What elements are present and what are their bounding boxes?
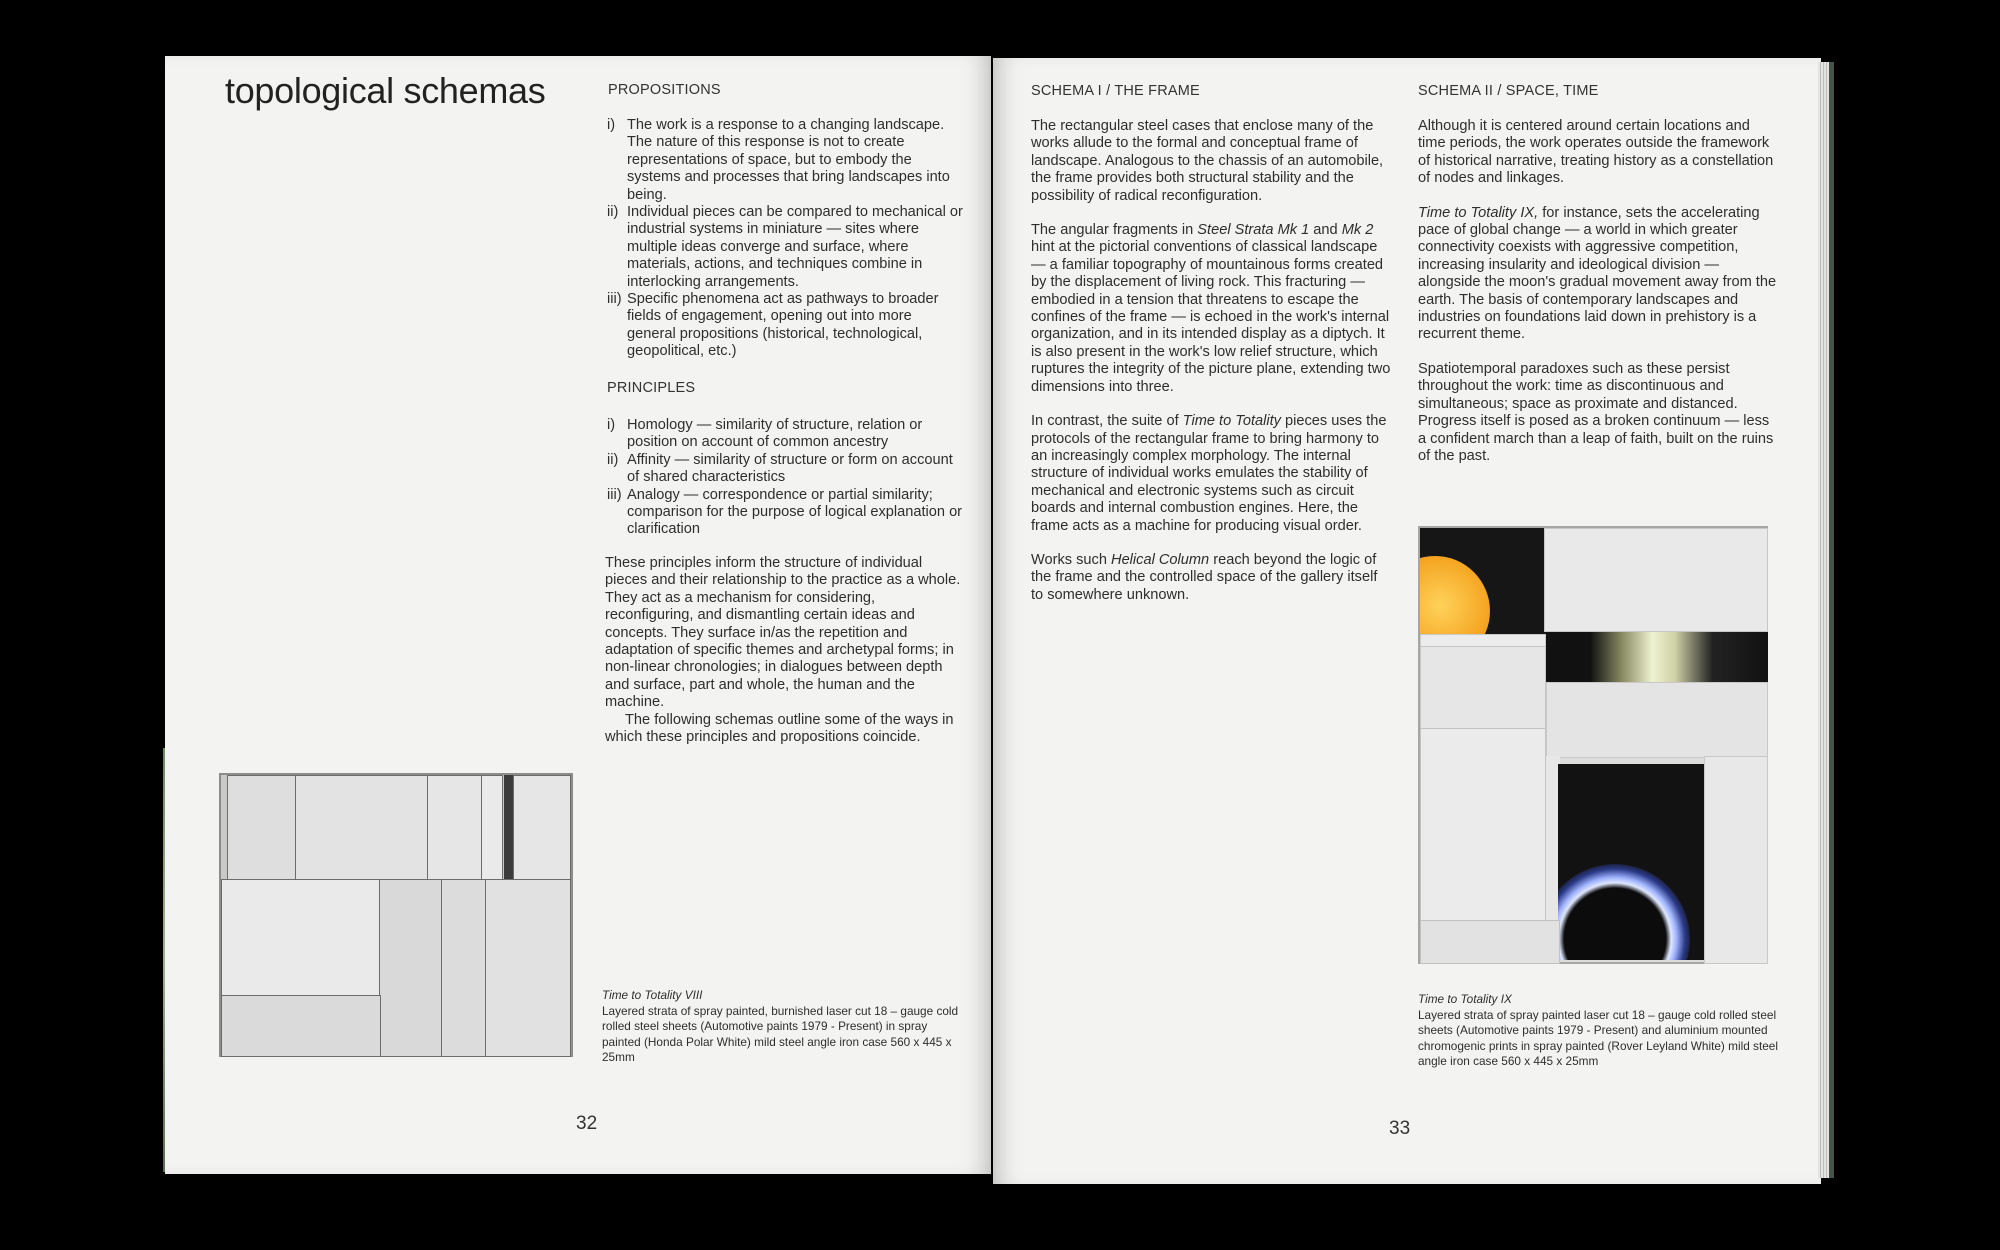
propositions-heading: PROPOSITIONS (608, 82, 721, 98)
list-item: ii) Individual pieces can be compared to mechanical or industrial systems in miniature — sites where multiple ideas converge and surface, where materials, actions, and techniques combine in interlocking arrangements. (607, 204, 963, 290)
page-number: 32 (576, 1113, 598, 1134)
schema-1-text: The rectangular steel cases that enclose many of the works allude to the formal and conceptual frame of landscape. Analogous to the chassis of an automobile, the frame provides both structural stability and the possibility of radical reconfiguration. The angular fragments in Steel Strata Mk 1 and Mk 2 hint at the pictorial conventions of classical landscape — a familiar topography of mountainous forms created by the displacement of living rock. This fracturing — embodied in a tension that threatens to escape the confines of the frame — is echoed in the work's internal organization, and in its intended display as a diptych. It is also present in the work's low relief structure, which ruptures the integrity of the picture plane, extending two dimensions into three. In contrast, the suite of Time to Totality pieces uses the protocols of the rectangular frame to bring harmony to an increasingly complex morphology. The internal structure of individual works emulates the stability of mechanical and electronic systems such as circuit boards and internal combustion engines. Here, the frame acts as a machine for producing visual order. Works such Helical Column reach beyond the logic of the frame and the controlled space of the gallery itself to somewhere unknown. (1031, 118, 1391, 603)
schema-1-heading: SCHEMA I / THE FRAME (1031, 83, 1200, 99)
list-item: i) The work is a response to a changing landscape. The nature of this response is not to create representations of space, but to embody the systems and processes that bring landscapes into being. (607, 117, 950, 203)
right-page (993, 58, 1821, 1184)
artwork-time-to-totality-ix (1418, 526, 1768, 964)
schema-2-text: Although it is centered around certain locations and time periods, the work operates outside the framework of historical narrative, treating history as a constellation of nodes and linkages. Time to Totality IX, for instance, sets the accelerating pace of global change — a world in which greater connectivity coexists with aggressive competition, increasing insularity and ideological division — alongside the moon's gradual movement away from the earth. The basis of contemporary landscapes and industries on foundations laid down in prehistory is a recurrent theme. Spatiotemporal paradoxes such as these persist throughout the work: time as discontinuous and simultaneous; space as proximate and distanced. Progress itself is posed as a broken continuum — less a confident march than a leap of faith, built on the ruins of the past. (1418, 118, 1777, 464)
propositions-list (607, 117, 963, 361)
page-number: 33 (1389, 1118, 1411, 1139)
schema-2-heading: SCHEMA II / SPACE, TIME (1418, 83, 1599, 99)
list-item: i) Homology — similarity of structure, relation or position on account of common ancestry (607, 417, 923, 451)
principles-heading: PRINCIPLES (607, 380, 696, 396)
closing-paragraph: These principles inform the structure of individual pieces and their relationship to the practice as a whole. They act as a mechanism for considering, reconfiguring, and dismantling certain ideas and concepts. They surface in/as the repetition and adaptation of specific themes and archetypal forms; in non-linear chronologies; in dialogues between depth and surface, part and whole, the human and the machine. The following schemas outline some of the ways in which these principles and propositions coincide. (605, 555, 961, 746)
caption: Time to Totality IX Layered strata of spray painted laser cut 18 – gauge cold rolled steel sheets (Automotive paints 1979 - Present) and aluminium mounted chromogenic prints in spray painted (Rover Leyland White) mild steel angle iron case 560 x 445 x 25mm (1418, 992, 1778, 1069)
left-page (165, 56, 991, 1174)
list-item: ii) Affinity — similarity of structure or form on account of shared characteristics (607, 451, 953, 486)
page-title: topological schemas (225, 70, 546, 111)
principles-list (607, 417, 963, 539)
list-item: iii) Specific phenomena act as pathways to broader fields of engagement, opening out into more general propositions (historical, technological, geopolitical, etc.) (607, 291, 939, 360)
list-item: iii) Analogy — correspondence or partial similarity; comparison for the purpose of logical explanation or clarification (607, 486, 963, 538)
artwork-time-to-totality-viii (219, 773, 573, 1057)
page-edges (1818, 62, 1834, 1178)
caption: Time to Totality VIII Layered strata of spray painted, burnished laser cut 18 – gauge cold rolled steel sheets (Automotive paints 1979 - Present) in spray painted (Honda Polar White) mild steel angle iron case 560 x 445 x 25mm (602, 988, 959, 1065)
